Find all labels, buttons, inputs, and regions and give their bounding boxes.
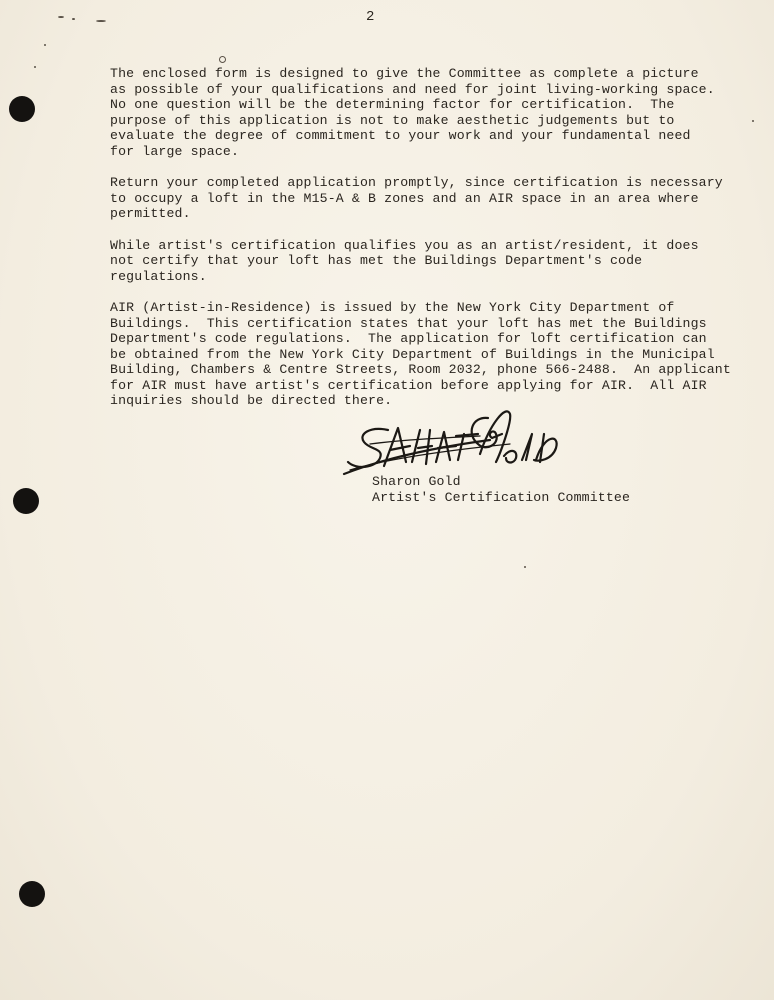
text-line: not certify that your loft has met the Buildings Department's code bbox=[110, 253, 643, 269]
paragraph-purpose bbox=[110, 66, 720, 160]
text-line: purpose of this application is not to make aesthetic judgements but to bbox=[110, 112, 675, 128]
page-number: 2 bbox=[366, 9, 375, 25]
scan-speck bbox=[219, 56, 226, 63]
scan-speck bbox=[72, 18, 75, 20]
signature-block bbox=[372, 474, 630, 505]
text-line: Buildings. This certification states that your loft has met the Buildings bbox=[110, 315, 707, 331]
scan-speck bbox=[96, 20, 106, 22]
text-line: Return your completed application promptly, since certification is necessary bbox=[110, 175, 723, 191]
punch-hole-bottom bbox=[19, 881, 45, 907]
text-line: AIR (Artist-in-Residence) is issued by the New York City Department of bbox=[110, 299, 675, 315]
text-line: for AIR must have artist's certification before applying for AIR. All AIR bbox=[110, 377, 707, 393]
scan-speck bbox=[58, 16, 64, 18]
signer-name: Sharon Gold bbox=[372, 474, 461, 489]
text-line: No one question will be the determining factor for certification. The bbox=[110, 97, 675, 113]
scan-speck bbox=[752, 120, 754, 122]
punch-hole-top bbox=[9, 96, 35, 122]
text-line: Building, Chambers & Centre Streets, Room 2032, phone 566-2488. An applicant bbox=[110, 362, 731, 378]
text-line: evaluate the degree of commitment to your work and your fundamental need bbox=[110, 128, 691, 144]
text-line: While artist's certification qualifies you as an artist/resident, it does bbox=[110, 237, 699, 253]
handwritten-signature bbox=[340, 404, 570, 482]
text-line: regulations. bbox=[110, 268, 207, 284]
scan-speck bbox=[44, 44, 46, 46]
text-line: Department's code regulations. The application for loft certification can bbox=[110, 331, 707, 347]
paragraph-certification-scope bbox=[110, 238, 720, 285]
punch-hole-middle bbox=[13, 488, 39, 514]
letter-body bbox=[110, 66, 731, 425]
text-line: to occupy a loft in the M15-A & B zones and an AIR space in an area where bbox=[110, 190, 699, 206]
text-line: as possible of your qualifications and need for joint living-working space. bbox=[110, 81, 715, 97]
signer-title: Artist's Certification Committee bbox=[372, 489, 631, 505]
text-line: be obtained from the New York City Department of Buildings in the Municipal bbox=[110, 346, 715, 362]
paragraph-air bbox=[110, 299, 731, 409]
scan-speck bbox=[524, 566, 526, 568]
text-line: inquiries should be directed there. bbox=[110, 393, 393, 409]
text-line: permitted. bbox=[110, 206, 191, 222]
paragraph-return bbox=[110, 175, 723, 222]
scan-speck bbox=[34, 66, 36, 68]
text-line: The enclosed form is designed to give the Committee as complete a picture bbox=[110, 66, 699, 81]
text-line: for large space. bbox=[110, 143, 240, 159]
